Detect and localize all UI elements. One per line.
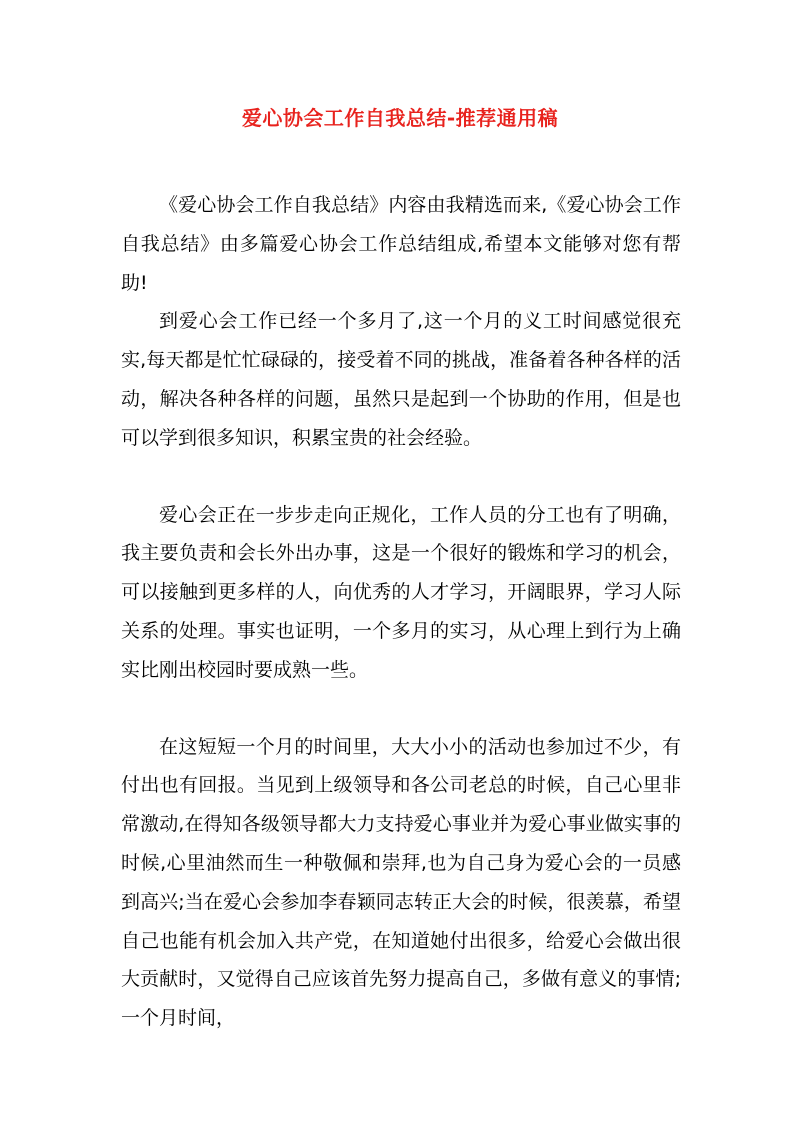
document-body bbox=[121, 186, 681, 1038]
intro-paragraph: 《爱心协会工作自我总结》内容由我精选而来,《爱心协会工作自我总结》由多篇爱心协会工作总结组成,希望本文能够对您有帮助! bbox=[121, 194, 681, 294]
body-paragraph-3: 在这短短一个月的时间里，大大小小的活动也参加过不少，有付出也有回报。当见到上级领导和各公司老总的时候，自己心里非常激动,在得知各级领导都大力支持爱心事业并为爱心事业做实事的时候,心里油然而生一种敬佩和崇拜,也为自己身为爱心会的一员感到高兴;当在爱心会参加李春颖同志转正大会的时候，很羡慕，希望自己也能有机会加入共产党，在知道她付出很多，给爱心会做出很大贡献时，又觉得自己应该首先努力提高自己，多做有意义的事情;一个月时间， bbox=[121, 735, 681, 1030]
body-paragraph-1: 到爱心会工作已经一个多月了,这一个月的义工时间感觉很充实,每天都是忙忙碌碌的，接受着不同的挑战，准备着各种各样的活动，解决各种各样的问题，虽然只是起到一个协助的作用，但是也可以学到很多知识，积累宝贵的社会经验。 bbox=[121, 310, 681, 449]
document-title: 爱心协会工作自我总结-推荐通用稿 bbox=[241, 106, 559, 130]
body-paragraph-2: 爱心会正在一步步走向正规化，工作人员的分工也有了明确，我主要负责和会长外出办事，这是一个很好的锻炼和学习的机会，可以接触到更多样的人，向优秀的人才学习，开阔眼界，学习人际关系的处理。事实也证明，一个多月的实习，从心理上到行为上确实比刚出校园时要成熟一些。 bbox=[121, 503, 681, 681]
paragraph-spacer bbox=[121, 690, 681, 728]
paragraph-spacer bbox=[121, 458, 681, 496]
